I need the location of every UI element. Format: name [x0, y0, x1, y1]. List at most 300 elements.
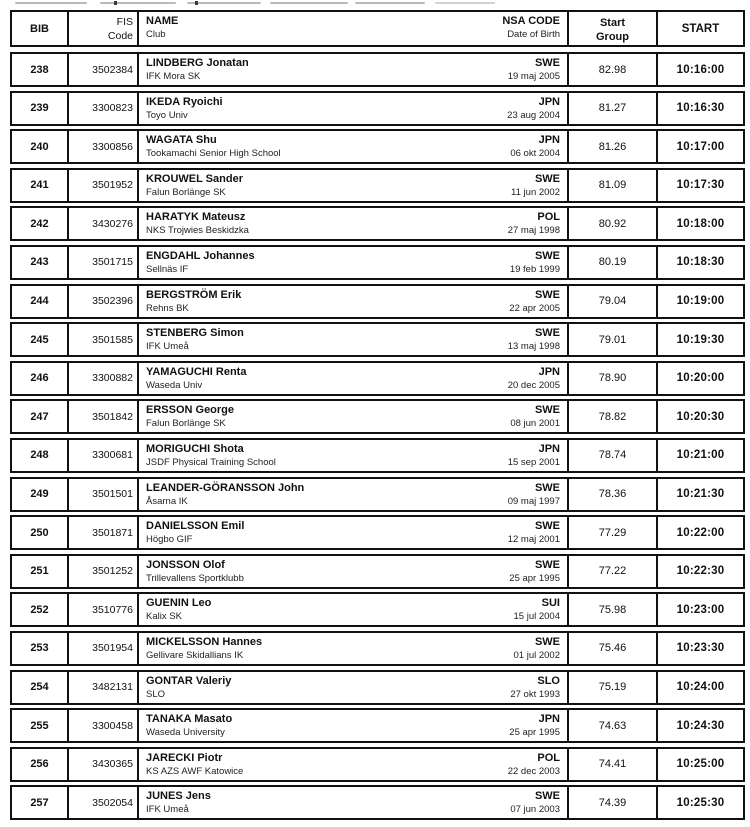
bib-cell — [12, 633, 67, 664]
bib-cell — [12, 787, 67, 818]
fis-code: 3501501 — [92, 488, 133, 501]
nsa-dob-block — [509, 288, 560, 315]
athlete-name: ERSSON George — [146, 404, 235, 417]
table-row — [10, 168, 745, 203]
bib-number: 243 — [30, 256, 49, 269]
athlete-name: JONSSON Olof — [146, 558, 225, 571]
table-row — [10, 631, 745, 666]
fis-code: 3510776 — [92, 603, 133, 616]
bib-number: 253 — [30, 642, 49, 655]
bib-cell — [12, 54, 67, 85]
club-name: SLO — [146, 688, 166, 700]
club-name: Sellnäs IF — [146, 263, 189, 275]
table-row — [10, 399, 745, 434]
header-start — [656, 12, 743, 45]
start-time: 10:19:00 — [676, 295, 725, 308]
start-group-value: 78.82 — [598, 410, 627, 423]
start-time: 10:23:00 — [676, 603, 725, 616]
fis-code-cell — [67, 633, 137, 664]
name-club-cell — [137, 633, 567, 664]
start-time-cell — [656, 672, 743, 703]
start-time: 10:20:30 — [676, 410, 725, 423]
table-row — [10, 785, 745, 820]
name-club-cell — [137, 749, 567, 780]
name-club-cell — [137, 208, 567, 239]
table-header-row — [10, 10, 745, 47]
nsa-dob-block — [510, 133, 560, 160]
table-row — [10, 515, 745, 550]
club-name: Trillevallens Sportklubb — [146, 572, 244, 584]
fis-code: 3501842 — [92, 410, 133, 423]
header-group-top: Start — [599, 16, 626, 29]
athlete-name: MORIGUCHI Shota — [146, 442, 244, 455]
header-fis-top: FIS — [116, 15, 133, 28]
nsa-code: POL — [537, 211, 560, 224]
header-nsa-label: NSA CODE — [502, 15, 560, 27]
date-of-birth: 27 okt 1993 — [510, 688, 560, 700]
date-of-birth: 12 maj 2001 — [507, 534, 560, 546]
table-row — [10, 361, 745, 396]
date-of-birth: 27 maj 1998 — [507, 225, 560, 237]
name-club-block — [146, 481, 304, 508]
nsa-code: SWE — [534, 327, 560, 340]
bib-number: 255 — [30, 719, 49, 732]
fis-code-cell — [67, 787, 137, 818]
nsa-code: JPN — [538, 365, 560, 378]
start-time-cell — [656, 93, 743, 124]
bib-number: 238 — [30, 63, 49, 76]
club-name: NKS Trojwies Beskidzka — [146, 225, 249, 237]
bib-number: 246 — [30, 372, 49, 385]
bib-number: 245 — [30, 333, 49, 346]
date-of-birth: 25 apr 1995 — [509, 727, 560, 739]
start-group-cell — [567, 440, 656, 471]
bib-number: 250 — [30, 526, 49, 539]
nsa-code: SWE — [534, 249, 560, 262]
nsa-dob-block — [508, 56, 560, 83]
start-group-value: 74.39 — [598, 796, 627, 809]
nsa-dob-block — [511, 172, 560, 199]
club-name: Falun Borlänge SK — [146, 186, 226, 198]
athlete-name: HARATYK Mateusz — [146, 211, 246, 224]
name-club-block — [146, 365, 246, 392]
start-group-cell — [567, 54, 656, 85]
start-time: 10:20:00 — [676, 372, 725, 385]
athlete-name: JUNES Jens — [146, 790, 211, 803]
athlete-name: LINDBERG Jonatan — [146, 57, 249, 69]
name-club-cell — [137, 170, 567, 201]
start-time: 10:21:00 — [676, 449, 725, 462]
nsa-code: SWE — [534, 635, 560, 648]
table-row — [10, 554, 745, 589]
start-time-cell — [656, 286, 743, 317]
table-body — [10, 52, 745, 820]
club-name: JSDF Physical Training School — [146, 456, 276, 468]
name-club-cell — [137, 247, 567, 278]
start-time: 10:18:30 — [676, 256, 725, 269]
start-group-cell — [567, 286, 656, 317]
header-dob-label: Date of Birth — [507, 29, 560, 40]
start-time-cell — [656, 633, 743, 664]
start-group-value: 80.19 — [598, 256, 627, 269]
nsa-dob-block — [507, 95, 560, 122]
header-start-group — [567, 12, 656, 45]
nsa-dob-block — [514, 635, 560, 662]
name-club-block — [146, 326, 244, 353]
club-name: Falun Borlänge SK — [146, 418, 226, 430]
start-group-value: 74.41 — [598, 758, 627, 771]
nsa-code: SWE — [534, 481, 560, 494]
start-group-value: 77.22 — [598, 565, 627, 578]
bib-cell — [12, 131, 67, 162]
header-name-label: NAME — [146, 15, 179, 27]
date-of-birth: 01 jul 2002 — [513, 649, 560, 661]
fis-code-cell — [67, 170, 137, 201]
nsa-code: SUI — [541, 597, 560, 610]
nsa-dob-block — [508, 481, 560, 508]
nsa-code: SWE — [534, 558, 560, 571]
name-club-block — [146, 596, 211, 623]
date-of-birth: 06 okt 2004 — [510, 148, 560, 160]
start-group-value: 79.01 — [598, 333, 627, 346]
nsa-code: JPN — [538, 134, 560, 147]
nsa-code: SWE — [534, 57, 560, 69]
athlete-name: WAGATA Shu — [146, 134, 217, 147]
bib-number: 240 — [30, 140, 49, 153]
start-group-cell — [567, 594, 656, 625]
table-row — [10, 206, 745, 241]
start-time: 10:16:30 — [676, 102, 725, 115]
bib-cell — [12, 594, 67, 625]
start-group-cell — [567, 787, 656, 818]
fis-code: 3502384 — [92, 63, 133, 76]
nsa-dob-block — [508, 210, 560, 237]
bib-number: 252 — [30, 603, 49, 616]
start-time-cell — [656, 440, 743, 471]
name-club-block — [146, 519, 244, 546]
athlete-name: YAMAGUCHI Renta — [146, 365, 247, 378]
club-name: Tookamachi Senior High School — [146, 148, 281, 160]
fis-code-cell — [67, 440, 137, 471]
name-club-block — [146, 56, 249, 83]
name-club-block — [146, 635, 262, 662]
bib-number: 247 — [30, 410, 49, 423]
start-group-value: 77.29 — [598, 526, 627, 539]
start-time: 10:17:30 — [676, 179, 725, 192]
name-club-cell — [137, 401, 567, 432]
fis-code-cell — [67, 93, 137, 124]
fis-code: 3430365 — [92, 758, 133, 771]
start-group-value: 78.36 — [598, 488, 627, 501]
start-group-cell — [567, 401, 656, 432]
name-club-block — [146, 789, 211, 816]
bib-number: 249 — [30, 488, 49, 501]
date-of-birth: 07 jun 2003 — [510, 804, 560, 816]
name-club-cell — [137, 594, 567, 625]
athlete-name: GUENIN Leo — [146, 597, 212, 610]
bib-number: 248 — [30, 449, 49, 462]
bib-cell — [12, 363, 67, 394]
name-club-cell — [137, 517, 567, 548]
nsa-dob-block — [514, 596, 560, 623]
date-of-birth: 20 dec 2005 — [507, 379, 560, 391]
nsa-dob-block — [508, 326, 560, 353]
table-row — [10, 670, 745, 705]
header-bib-label: BIB — [30, 22, 49, 35]
start-group-value: 81.09 — [598, 179, 627, 192]
start-list-table — [10, 10, 745, 820]
fis-code: 3430276 — [92, 217, 133, 230]
start-time-cell — [656, 324, 743, 355]
athlete-name: ENGDAHL Johannes — [146, 249, 255, 262]
fis-code: 3501585 — [92, 333, 133, 346]
header-fis-bottom: Code — [107, 29, 133, 42]
club-name: Kalix SK — [146, 611, 182, 623]
nsa-dob-block — [508, 365, 560, 392]
table-row — [10, 245, 745, 280]
club-name: KS AZS AWF Katowice — [146, 765, 244, 777]
name-club-block — [146, 403, 234, 430]
fis-code-cell — [67, 324, 137, 355]
date-of-birth: 13 maj 1998 — [507, 341, 560, 353]
header-group-bottom: Group — [596, 30, 629, 43]
fis-code-cell — [67, 363, 137, 394]
name-club-cell — [137, 363, 567, 394]
name-club-block — [146, 95, 223, 122]
fis-code: 3501954 — [92, 642, 133, 655]
name-club-cell — [137, 672, 567, 703]
start-time: 10:23:30 — [676, 642, 725, 655]
header-name-left — [146, 14, 178, 43]
start-time-cell — [656, 556, 743, 587]
table-row — [10, 708, 745, 743]
bib-number: 239 — [30, 102, 49, 115]
fis-code: 3300856 — [92, 140, 133, 153]
fis-code-cell — [67, 556, 137, 587]
name-club-block — [146, 558, 244, 585]
name-club-cell — [137, 54, 567, 85]
nsa-dob-block — [510, 249, 560, 276]
clipped-text-remnant — [15, 2, 575, 6]
start-time: 10:21:30 — [676, 488, 725, 501]
nsa-dob-block — [510, 674, 560, 701]
bib-cell — [12, 286, 67, 317]
start-group-cell — [567, 247, 656, 278]
table-row — [10, 438, 745, 473]
date-of-birth: 25 apr 1995 — [509, 572, 560, 584]
nsa-dob-block — [509, 558, 560, 585]
nsa-dob-block — [510, 403, 560, 430]
club-name: Waseda University — [146, 727, 225, 739]
header-club-label: Club — [146, 29, 166, 40]
header-bib — [12, 12, 67, 45]
club-name: Rehns BK — [146, 302, 189, 314]
start-time: 10:25:30 — [676, 796, 725, 809]
nsa-code: SWE — [534, 520, 560, 533]
nsa-code: SWE — [534, 172, 560, 185]
fis-code-cell — [67, 286, 137, 317]
nsa-code: SLO — [537, 674, 560, 687]
start-group-value: 75.19 — [598, 681, 627, 693]
nsa-dob-block — [509, 712, 560, 739]
club-name: Högbo GIF — [146, 534, 193, 546]
athlete-name: TANAKA Masato — [146, 713, 233, 726]
athlete-name: MICKELSSON Hannes — [146, 635, 263, 648]
start-time-cell — [656, 131, 743, 162]
name-club-cell — [137, 440, 567, 471]
athlete-name: JARECKI Piotr — [146, 751, 223, 764]
bib-cell — [12, 517, 67, 548]
header-nsa-right — [502, 14, 560, 43]
club-name: IFK Umeå — [146, 804, 189, 816]
fis-code-cell — [67, 672, 137, 703]
bib-cell — [12, 749, 67, 780]
name-club-cell — [137, 286, 567, 317]
name-club-block — [146, 442, 276, 469]
name-club-block — [146, 751, 243, 778]
start-time-cell — [656, 247, 743, 278]
start-time-cell — [656, 170, 743, 201]
start-time: 10:16:00 — [676, 63, 725, 76]
bib-cell — [12, 170, 67, 201]
name-club-cell — [137, 324, 567, 355]
bib-cell — [12, 440, 67, 471]
start-time: 10:22:30 — [676, 565, 725, 578]
bib-cell — [12, 208, 67, 239]
start-time-cell — [656, 787, 743, 818]
start-group-cell — [567, 749, 656, 780]
fis-code-cell — [67, 401, 137, 432]
bib-cell — [12, 401, 67, 432]
name-club-cell — [137, 131, 567, 162]
name-club-block — [146, 172, 243, 199]
club-name: IFK Umeå — [146, 341, 189, 353]
start-group-cell — [567, 131, 656, 162]
start-group-cell — [567, 170, 656, 201]
nsa-code: SWE — [534, 404, 560, 417]
start-time-cell — [656, 208, 743, 239]
fis-code-cell — [67, 710, 137, 741]
date-of-birth: 08 jun 2001 — [510, 418, 560, 430]
fis-code: 3501871 — [92, 526, 133, 539]
fis-code-cell — [67, 131, 137, 162]
nsa-code: JPN — [538, 442, 560, 455]
bib-number: 241 — [30, 179, 49, 192]
start-group-cell — [567, 324, 656, 355]
bib-number: 244 — [30, 295, 49, 308]
fis-code: 3300882 — [92, 372, 133, 385]
start-time-cell — [656, 710, 743, 741]
bib-cell — [12, 324, 67, 355]
athlete-name: IKEDA Ryoichi — [146, 95, 223, 108]
name-club-block — [146, 249, 255, 276]
start-group-value: 78.74 — [598, 449, 627, 462]
club-name: Waseda Univ — [146, 379, 203, 391]
nsa-code: JPN — [538, 713, 560, 726]
date-of-birth: 22 dec 2003 — [507, 765, 560, 777]
date-of-birth: 15 sep 2001 — [507, 456, 560, 468]
date-of-birth: 11 jun 2002 — [511, 186, 560, 198]
fis-code: 3501715 — [92, 256, 133, 269]
fis-code: 3502054 — [92, 796, 133, 809]
start-group-cell — [567, 672, 656, 703]
start-group-value: 75.98 — [598, 603, 627, 616]
start-time-cell — [656, 363, 743, 394]
nsa-dob-block — [508, 442, 560, 469]
bib-cell — [12, 93, 67, 124]
start-group-cell — [567, 710, 656, 741]
nsa-dob-block — [510, 789, 560, 816]
athlete-name: GONTAR Valeriy — [146, 674, 232, 687]
start-group-cell — [567, 208, 656, 239]
name-club-block — [146, 712, 232, 739]
start-time: 10:18:00 — [676, 217, 725, 230]
date-of-birth: 15 jul 2004 — [513, 611, 560, 623]
club-name: Gellivare Skidallians IK — [146, 649, 244, 661]
athlete-name: LEANDER-GÖRANSSON John — [146, 481, 305, 494]
start-group-value: 75.46 — [598, 642, 627, 655]
start-time: 10:25:00 — [676, 758, 725, 771]
table-row — [10, 129, 745, 164]
fis-code: 3502396 — [92, 295, 133, 308]
start-time: 10:17:00 — [676, 140, 725, 153]
table-row — [10, 91, 745, 126]
table-row — [10, 322, 745, 357]
date-of-birth: 19 feb 1999 — [509, 263, 560, 275]
name-club-block — [146, 133, 281, 160]
name-club-cell — [137, 787, 567, 818]
name-club-block — [146, 210, 249, 237]
start-time: 10:22:00 — [676, 526, 725, 539]
fis-code: 3300458 — [92, 719, 133, 732]
fis-code: 3300823 — [92, 102, 133, 115]
bib-cell — [12, 556, 67, 587]
start-time: 10:19:30 — [676, 333, 725, 346]
header-fis-code — [67, 12, 137, 45]
start-group-value: 81.26 — [598, 140, 627, 153]
start-time-cell — [656, 749, 743, 780]
date-of-birth: 09 maj 1997 — [507, 495, 560, 507]
bib-number: 257 — [30, 796, 49, 809]
fis-code-cell — [67, 749, 137, 780]
athlete-name: DANIELSSON Emil — [146, 520, 245, 533]
club-name: IFK Mora SK — [146, 71, 201, 82]
name-club-block — [146, 674, 231, 701]
start-time: 10:24:30 — [676, 719, 725, 732]
date-of-birth: 23 aug 2004 — [507, 109, 560, 121]
fis-code-cell — [67, 479, 137, 510]
name-club-cell — [137, 93, 567, 124]
start-group-cell — [567, 556, 656, 587]
bib-cell — [12, 710, 67, 741]
athlete-name: KROUWEL Sander — [146, 172, 243, 185]
name-club-cell — [137, 479, 567, 510]
bib-number: 251 — [30, 565, 49, 578]
bib-cell — [12, 672, 67, 703]
nsa-code: SWE — [534, 288, 560, 301]
start-group-value: 81.27 — [598, 102, 627, 115]
bib-cell — [12, 479, 67, 510]
start-group-value: 74.63 — [598, 719, 627, 732]
start-group-cell — [567, 479, 656, 510]
athlete-name: STENBERG Simon — [146, 327, 244, 340]
fis-code: 3482131 — [92, 681, 133, 693]
table-row — [10, 747, 745, 782]
fis-code: 3501252 — [92, 565, 133, 578]
start-time-cell — [656, 401, 743, 432]
fis-code-cell — [67, 54, 137, 85]
bib-cell — [12, 247, 67, 278]
